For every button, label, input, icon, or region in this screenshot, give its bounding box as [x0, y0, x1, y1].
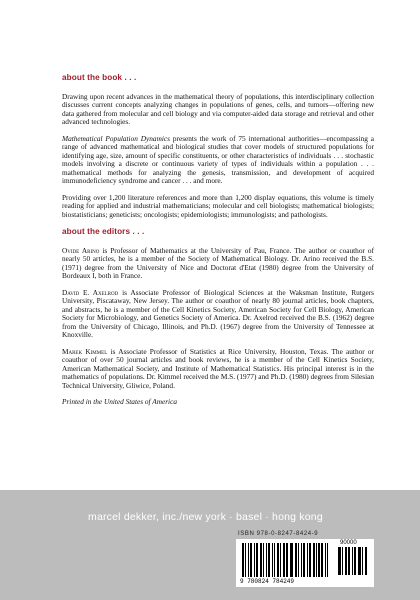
barcode-stripe [256, 543, 257, 577]
editor-text: is Associate Professor of Statistics at Rice University, Houston, Texas. The author or coauthor of over 50 journal articles and book reviews, he is a member of the Cell Kinetics Society, American Mathematical Society, and Institute of Mathematical Statistics. His principal interest is in the mathematics of populations. Dr. Kimmel received the M.S. (1977) and Ph.D. (1980) degrees from Silesian Technical University, Gliwice, Poland. [62, 346, 374, 390]
barcode-stripe [248, 543, 249, 577]
barcode-stripe [301, 543, 302, 577]
editor-name: Marek Kimmel [62, 346, 108, 356]
publisher-imprint: marcel dekker, inc./new york · basel · hong kong [88, 511, 323, 523]
about-book-paragraph-2 [62, 135, 374, 186]
about-book-paragraph-3: Providing over 1,200 literature references and more than 1,200 display equations, this volume is timely reading for applied and industrial mathematicians; molecular and cell biologists; mathematical biologists; biostatisticians; geneticists; oncologists; epidemiologists; immunologists; and pathologists. [62, 192, 374, 219]
barcode-stripe [348, 547, 351, 575]
editor-bio-kimmel [62, 348, 374, 391]
paragraph-2-text: presents the work of 75 international authorities—encompassing a range of advanced mathematical and biological studies that cover models of structured populations for identifying age, size, amount of specific constituents, or other characteristics of individuals . . . stochastic models involving a discrete or continuous variety of types of individuals within a population . . . mathematical methods for analyzing the genesis, transmission, and development of acquired immunodeficiency syndrome and cancer . . . and more. [62, 133, 374, 185]
barcode-stripe [345, 547, 347, 575]
about-book-paragraph-1: Drawing upon recent advances in the mathematical theory of populations, this interdisciplinary collection discusses current concepts analyzing changes in populations of genes, cells, and tumors—offering new data gathered from molecular and cell biology and via computer-aided data storage and retrieval and other advanced technologies. [62, 91, 374, 126]
printed-in-note: Printed in the United States of America [62, 397, 177, 406]
barcode-stripe [307, 543, 308, 577]
barcode-stripe [303, 543, 305, 577]
cover-text [62, 74, 374, 415]
barcode-stripe [358, 547, 361, 575]
barcode-stripe [325, 543, 326, 577]
about-book-heading: about the book . . . [62, 73, 137, 82]
barcode-stripe [277, 543, 279, 577]
editor-name: David E. Axelrod [62, 287, 119, 297]
barcode-stripe [268, 543, 270, 577]
barcode-bars [242, 543, 330, 577]
barcode-stripe [342, 547, 343, 575]
book-title: Mathematical Population Dynamics [62, 133, 170, 143]
isbn-label: ISBN 978-0-8247-8424-9 [238, 531, 319, 537]
barcode-stripe [250, 543, 252, 577]
barcode-addon-number: 90000 [340, 540, 357, 546]
barcode-stripe [266, 543, 267, 577]
barcode-stripe [280, 543, 281, 577]
barcode-stripe [274, 543, 275, 577]
barcode-stripe [327, 543, 328, 577]
editor-text: is Professor of Mathematics at the University of Pau, France. The author or coauthor of nearly 50 articles, he is a member of the Society of Mathematical Biology. Dr. Arino received the B.S. (1971) degree from the University of Nice and Doctorat d'Etat (1980) degree from the University of Bordeaux I, both in France. [62, 245, 374, 280]
barcode-stripe [352, 547, 353, 575]
barcode-number: 9 780824 784249 [240, 578, 295, 585]
barcode-stripe [283, 543, 284, 577]
barcode-stripe [316, 543, 317, 577]
barcode-stripe [354, 547, 356, 575]
barcode-stripe [263, 543, 264, 577]
barcode-stripe [298, 543, 299, 577]
barcode-addon-bars [338, 547, 368, 575]
barcode-stripe [245, 543, 246, 577]
barcode-stripe [313, 543, 315, 577]
barcode-stripe [286, 543, 288, 577]
barcode [236, 539, 374, 587]
editor-text: is Associate Professor of Biological Sciences at the Waksman Institute, Rutgers University, Piscataway, New Jersey. The author or coauthor of nearly 80 journal articles, book chapters, and abstracts, he is a member of the Cell Kinetics Society, American Society for Cell Biology, American Society for Microbiology, and Genetics Society of America. Dr. Axelrod received the B.S. (1962) degree from the University of Chicago, Illinois, and Ph.D. (1967) degree from the University of Tennessee at Knoxville. [62, 287, 374, 339]
barcode-stripe [290, 543, 291, 577]
editor-name: Ovide Arino [62, 245, 100, 255]
barcode-stripe [318, 543, 319, 577]
barcode-stripe [291, 543, 292, 577]
barcode-stripe [260, 543, 262, 577]
barcode-stripe [254, 543, 255, 577]
barcode-stripe [242, 543, 244, 577]
barcode-stripe [272, 543, 273, 577]
about-editors-heading: about the editors . . . [62, 227, 145, 236]
editor-bio-axelrod [62, 289, 374, 340]
barcode-stripe [321, 543, 323, 577]
barcode-stripe [295, 543, 297, 577]
editor-bio-arino [62, 247, 374, 281]
barcode-stripe [309, 543, 310, 577]
barcode-stripe [365, 547, 367, 575]
barcode-stripe [362, 547, 363, 575]
barcode-stripe [338, 547, 341, 575]
